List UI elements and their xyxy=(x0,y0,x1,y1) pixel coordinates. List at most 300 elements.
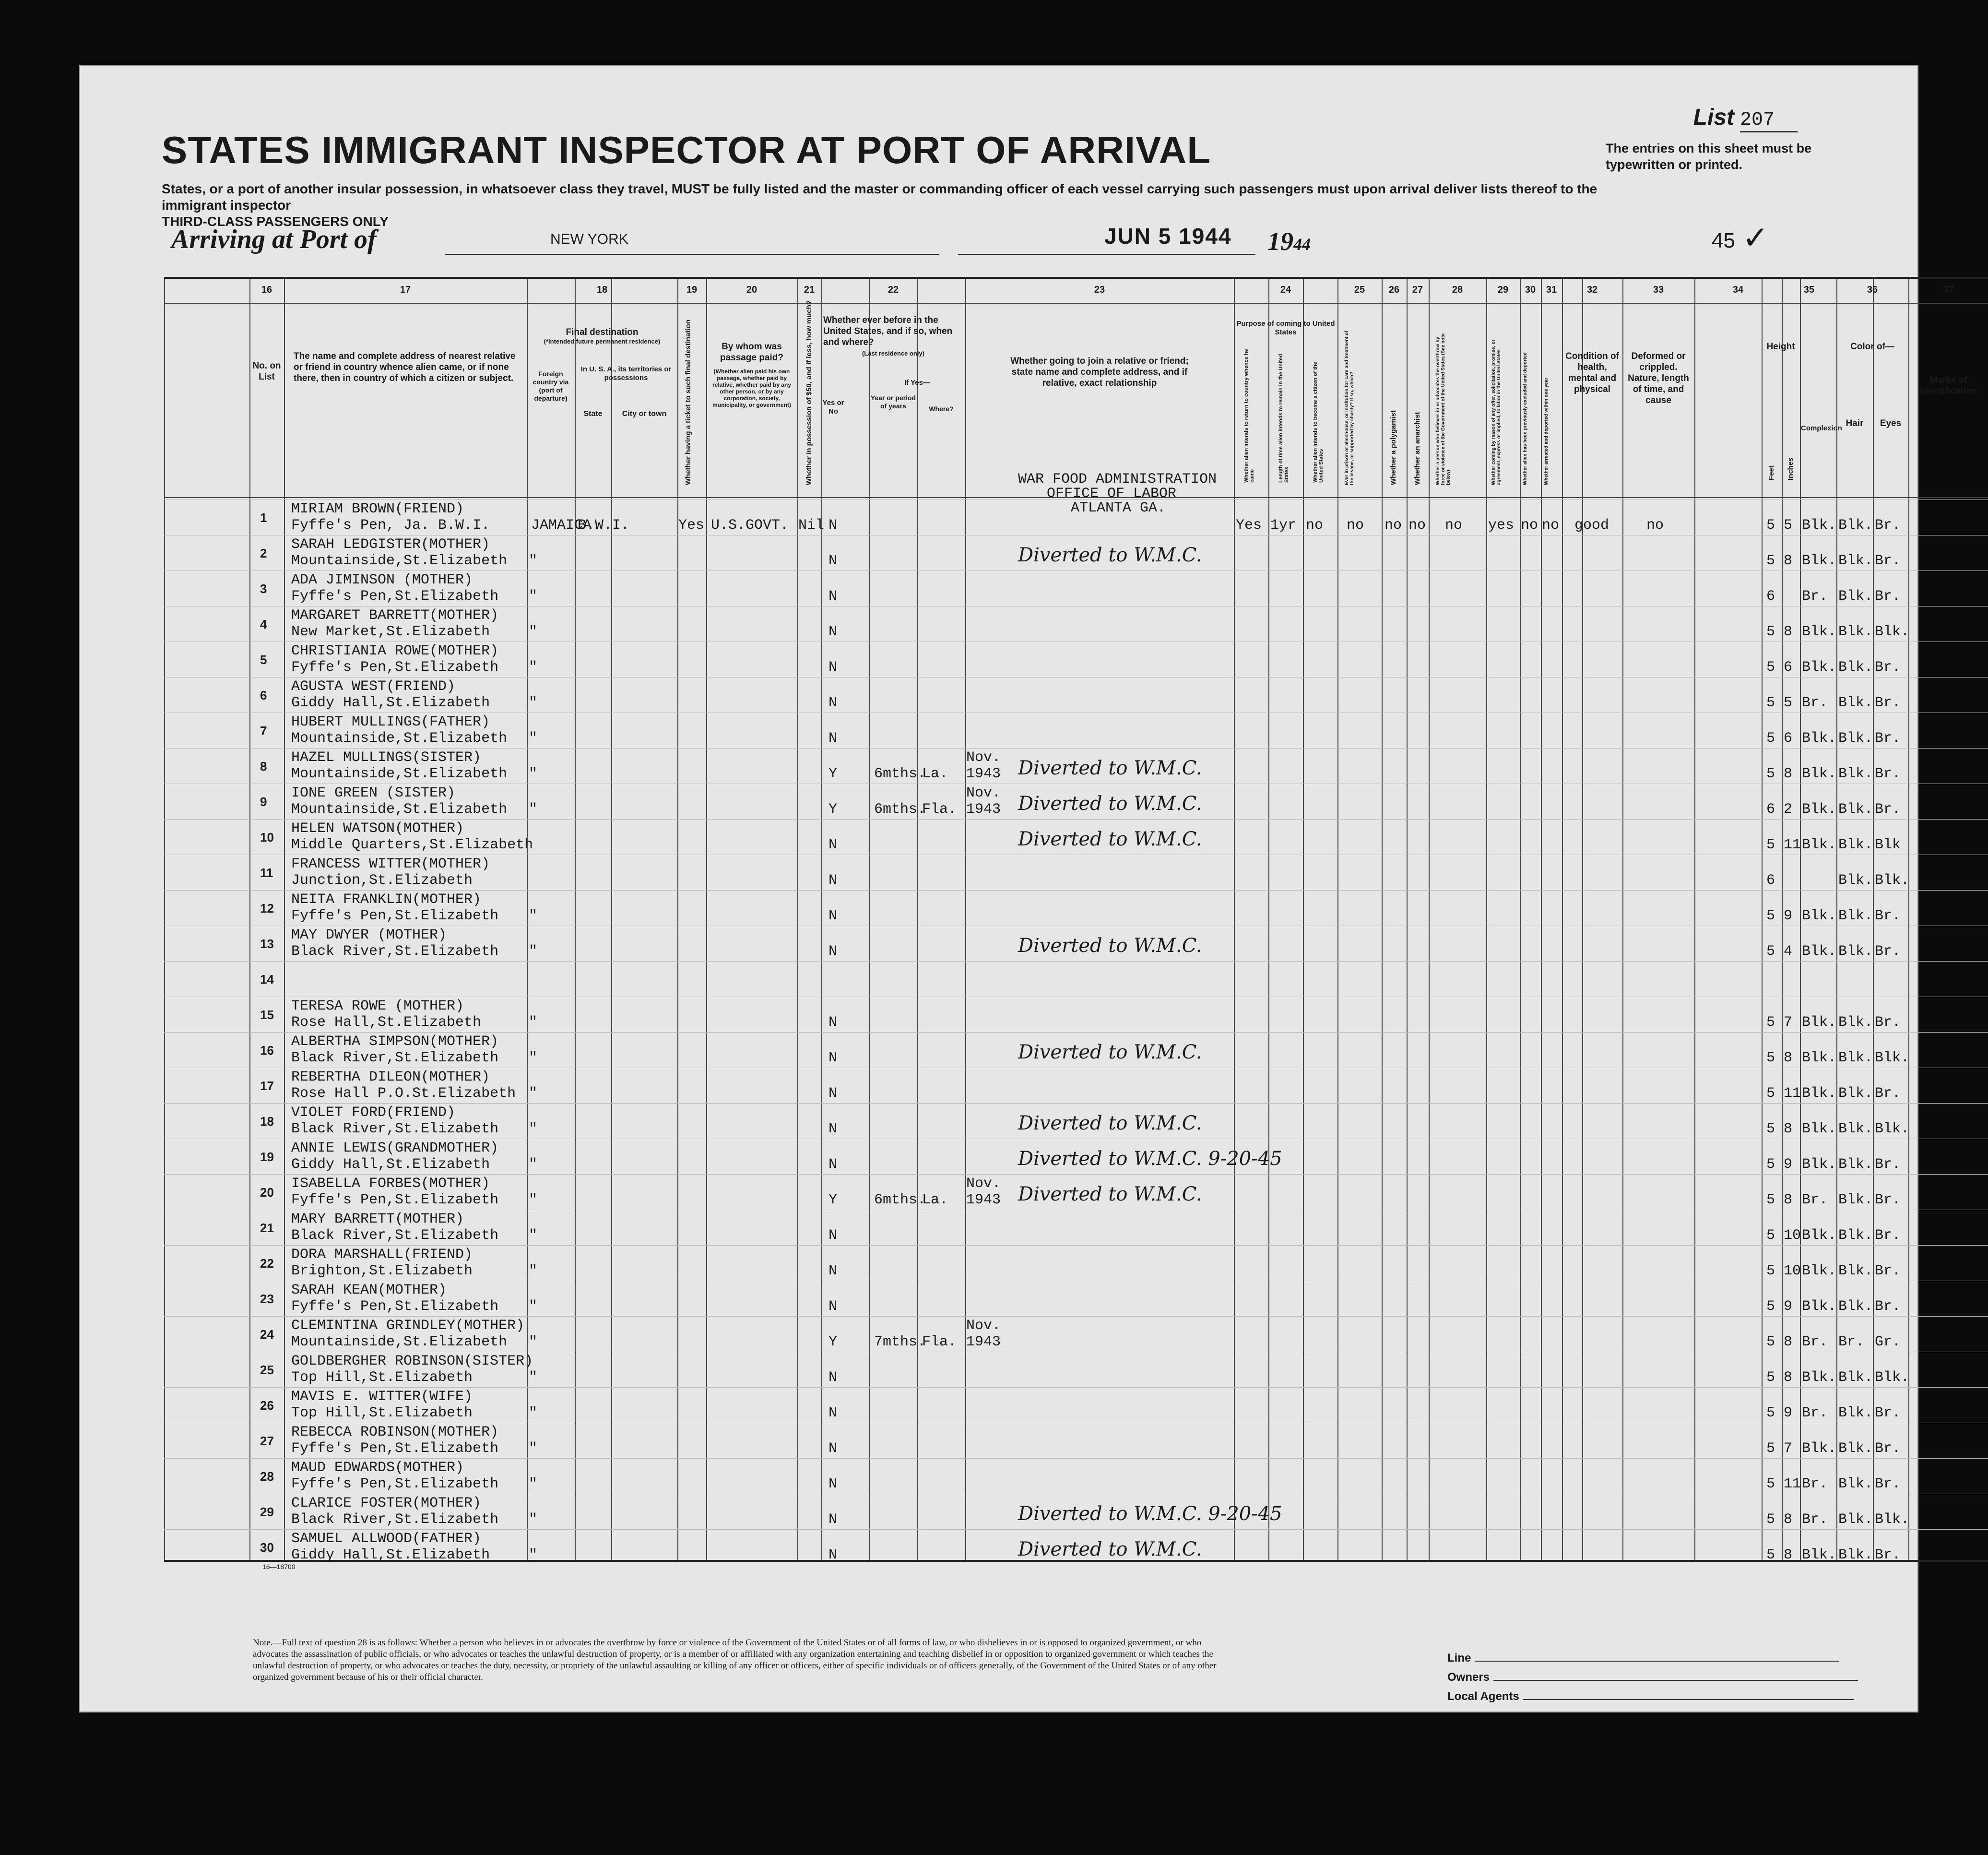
column-number: 37 xyxy=(1943,285,1954,295)
ditto-mark: " xyxy=(529,908,538,924)
relative-name: GOLDBERGHER ROBINSON(SISTER) xyxy=(291,1353,533,1369)
relative-address: Rose Hall P.O.St.Elizabeth xyxy=(291,1085,516,1102)
height-inches: 9 xyxy=(1784,1298,1793,1315)
hair: Blk. xyxy=(1838,908,1873,924)
foreign-country: JAMAICA xyxy=(531,517,592,534)
eyes: Blk. xyxy=(1875,1511,1910,1528)
height-feet: 5 xyxy=(1766,1369,1775,1386)
joining-handwritten: Diverted to W.M.C. xyxy=(1018,757,1202,779)
eyes: Gr. xyxy=(1875,1334,1901,1350)
table-row xyxy=(164,926,1988,961)
eyes: Br. xyxy=(1875,766,1901,782)
height-inches: 7 xyxy=(1784,1440,1793,1457)
list-number-cell: 20 xyxy=(260,1185,274,1200)
owners-blank xyxy=(1493,1680,1858,1681)
header-excluded: Whether alien has been previously excluded and deported xyxy=(1523,352,1528,485)
period: 6mths. xyxy=(874,801,926,818)
year-handwritten: 44 xyxy=(1293,235,1311,254)
complexion: Blk. xyxy=(1802,553,1837,569)
relative-address: Fyffe's Pen,St.Elizabeth xyxy=(291,1298,499,1315)
ever-before: N xyxy=(828,659,838,676)
relative-name: TERESA ROWE (MOTHER) xyxy=(291,998,464,1014)
joining-handwritten: Diverted to W.M.C. xyxy=(1018,828,1202,850)
header-if-yes: If Yes— xyxy=(904,379,930,387)
hair: Blk. xyxy=(1838,553,1873,569)
list-number-cell: 17 xyxy=(260,1079,274,1093)
hair: Blk. xyxy=(1838,1298,1873,1315)
relative-address: Mountainside,St.Elizabeth xyxy=(291,801,508,818)
list-number-cell: 4 xyxy=(260,617,267,631)
date-line xyxy=(958,254,1255,255)
list-number-cell: 28 xyxy=(260,1469,274,1484)
height-feet: 6 xyxy=(1766,872,1775,889)
height-feet: 5 xyxy=(1766,1192,1775,1208)
column-number: 36 xyxy=(1867,285,1878,295)
relative-name: MAUD EDWARDS(MOTHER) xyxy=(291,1460,464,1476)
relative-address: Black River,St.Elizabeth xyxy=(291,1121,499,1137)
joining-handwritten: Diverted to W.M.C. xyxy=(1018,1112,1202,1134)
height-feet: 5 xyxy=(1766,1050,1775,1066)
port-value: NEW YORK xyxy=(550,231,628,247)
header-arrested: Whether arrested and deported within one year xyxy=(1544,378,1549,485)
list-number-value: 207 xyxy=(1740,109,1798,132)
departure-month: Nov. xyxy=(966,1318,1001,1334)
local-agents-field xyxy=(1447,1690,1854,1703)
relative-name: MARY BARRETT(MOTHER) xyxy=(291,1211,464,1227)
period: 6mths. xyxy=(874,1192,926,1208)
ditto-mark: " xyxy=(529,624,538,640)
header-relative-address: The name and complete address of nearest relative or friend in country whence alien came, or if none there, then in country of which a citizen or subject. xyxy=(294,351,516,383)
ever-before: N xyxy=(828,1298,838,1315)
relative-address: Fyffe's Pen,St.Elizabeth xyxy=(291,1440,499,1457)
hair: Blk. xyxy=(1838,730,1873,747)
relative-address: Mountainside,St.Elizabeth xyxy=(291,1334,508,1350)
ever-before: N xyxy=(828,730,838,747)
height-inches: 8 xyxy=(1784,1121,1793,1137)
relative-name: MIRIAM BROWN(FRIEND) xyxy=(291,501,464,517)
complexion: Br. xyxy=(1802,1511,1828,1528)
height-feet: 5 xyxy=(1766,1014,1775,1031)
height-inches: 6 xyxy=(1784,659,1793,676)
relative-address: Junction,St.Elizabeth xyxy=(291,872,473,889)
ditto-mark: " xyxy=(529,695,538,711)
header-anarchist: Whether an anarchist xyxy=(1413,412,1421,485)
joining-handwritten: Diverted to W.M.C. xyxy=(1018,793,1202,815)
height-inches: 11 xyxy=(1784,837,1801,853)
complexion: Blk. xyxy=(1802,624,1837,640)
relative-name: SARAH KEAN(MOTHER) xyxy=(291,1282,447,1298)
height-inches: 11 xyxy=(1784,1085,1801,1102)
height-inches: 5 xyxy=(1784,695,1793,711)
header-ever-before-sub: (Last residence only) xyxy=(862,350,925,357)
height-feet: 5 xyxy=(1766,1156,1775,1173)
relative-name: REBERTHA DILEON(MOTHER) xyxy=(291,1069,490,1085)
owners-label: Owners xyxy=(1447,1671,1490,1684)
header-marks: Marks of identification xyxy=(1920,375,1977,396)
eyes: Br. xyxy=(1875,1014,1901,1031)
header-in-usa: In U. S. A., its territories or possessions xyxy=(580,365,672,382)
complexion: Br. xyxy=(1802,1476,1828,1492)
header-passage-paid xyxy=(708,341,795,408)
hair: Blk. xyxy=(1838,766,1873,782)
list-number-cell: 11 xyxy=(260,866,273,880)
height-inches: 2 xyxy=(1784,801,1793,818)
column-number: 22 xyxy=(888,285,899,295)
ever-before: N xyxy=(828,1440,838,1457)
header-color-of: Color of— xyxy=(1850,342,1894,352)
relative-address: Mountainside,St.Elizabeth xyxy=(291,766,508,782)
eyes: Br. xyxy=(1875,1192,1901,1208)
complexion: Blk. xyxy=(1802,1156,1837,1173)
eyes: Br. xyxy=(1875,1263,1901,1279)
height-feet: 5 xyxy=(1766,1511,1775,1528)
eyes: Br. xyxy=(1875,1440,1901,1457)
hair: Blk. xyxy=(1838,1014,1873,1031)
arriving-label: Arriving at Port of xyxy=(171,225,377,254)
height-inches: 8 xyxy=(1784,1511,1793,1528)
table-row xyxy=(164,606,1988,642)
ditto-mark: " xyxy=(529,766,538,782)
port-line xyxy=(445,254,939,255)
eyes: Blk. xyxy=(1875,624,1910,640)
complexion: Blk. xyxy=(1802,1263,1837,1279)
list-number-cell: 5 xyxy=(260,653,267,667)
hair: Blk. xyxy=(1838,1121,1873,1137)
relative-name: SAMUEL ALLWOOD(FATHER) xyxy=(291,1531,482,1547)
header-final-destination-sub: (*Intended future permanent residence) xyxy=(544,338,661,345)
complexion: Br. xyxy=(1802,695,1828,711)
subtitle-line-2: THIRD-CLASS PASSENGERS ONLY xyxy=(162,214,389,229)
header-no-on-list: No. on List xyxy=(252,361,281,382)
list-number-cell: 9 xyxy=(260,795,267,809)
table-row xyxy=(164,1174,1988,1210)
ditto-mark: " xyxy=(529,1298,538,1315)
list-number-cell: 1 xyxy=(260,511,267,525)
relative-address: Fyffe's Pen,St.Elizabeth xyxy=(291,1192,499,1208)
header-return: Whether alien intends to return to country whence he came xyxy=(1243,349,1255,483)
column-number: 26 xyxy=(1388,285,1400,295)
relative-name: FRANCESS WITTER(MOTHER) xyxy=(291,856,490,872)
eyes: Blk. xyxy=(1875,1369,1910,1386)
relative-address: Mountainside,St.Elizabeth xyxy=(291,730,508,747)
complexion: Blk. xyxy=(1802,1440,1837,1457)
complexion: Blk. xyxy=(1802,1298,1837,1315)
eyes: Blk. xyxy=(1875,872,1910,889)
height-feet: 5 xyxy=(1766,1298,1775,1315)
header-foreign-country: Foreign country via (port of departure) xyxy=(532,370,569,402)
relative-name: AGUSTA WEST(FRIEND) xyxy=(291,678,456,695)
hair: Blk. xyxy=(1838,1369,1873,1386)
height-feet: 5 xyxy=(1766,553,1775,569)
height-inches: 8 xyxy=(1784,1547,1793,1563)
height-feet: 5 xyxy=(1766,766,1775,782)
complexion: Br. xyxy=(1802,1405,1828,1421)
list-number-cell: 22 xyxy=(260,1256,274,1271)
departure-month: Nov. xyxy=(966,749,1001,766)
height-inches: 8 xyxy=(1784,553,1793,569)
relative-name: HELEN WATSON(MOTHER) xyxy=(291,820,464,837)
column-number: 21 xyxy=(804,285,815,295)
where: La. xyxy=(922,1192,948,1208)
passage-paid-by: U.S.GOVT. xyxy=(711,517,789,534)
ever-before: N xyxy=(828,1511,838,1528)
hair: Blk. xyxy=(1838,1085,1873,1102)
header-ever-before-title: Whether ever before in the United States, and if so, when and where? xyxy=(823,315,953,347)
height-feet: 5 xyxy=(1766,1227,1775,1244)
subtitle-line-1: States, or a port of another insular possession, in whatsoever class they travel, MUST be fully listed and the master or commanding officer of each vessel carrying such passengers must upon arrival deliver lists thereof to the immigrant inspector xyxy=(162,181,1598,213)
ditto-mark: " xyxy=(529,659,538,676)
joining-handwritten: Diverted to W.M.C. xyxy=(1018,1183,1202,1205)
departure-year: 1943 xyxy=(966,1334,1001,1350)
complexion: Blk. xyxy=(1802,1227,1837,1244)
table-row xyxy=(164,1103,1988,1139)
hair: Blk. xyxy=(1838,1511,1873,1528)
eyes: Blk. xyxy=(1875,1050,1910,1066)
header-joining: Whether going to join a relative or friend; state name and complete address, and if relative, exact relationship xyxy=(1010,356,1189,388)
eyes: Blk xyxy=(1875,837,1901,853)
hair: Blk. xyxy=(1838,517,1873,534)
table-row xyxy=(164,1423,1988,1458)
column-number: 16 xyxy=(261,285,272,295)
citizen-answer: no xyxy=(1306,517,1324,534)
ditto-mark: " xyxy=(529,553,538,569)
table-row xyxy=(164,855,1988,890)
complexion: Blk. xyxy=(1802,1369,1837,1386)
health: good xyxy=(1574,517,1609,534)
ever-before: N xyxy=(828,1014,838,1031)
relative-address: Black River,St.Elizabeth xyxy=(291,1511,499,1528)
list-number-cell: 23 xyxy=(260,1292,274,1306)
hair: Blk. xyxy=(1838,801,1873,818)
relative-name: MAY DWYER (MOTHER) xyxy=(291,927,447,943)
table-row xyxy=(164,1316,1988,1352)
joining-handwritten: Diverted to W.M.C. xyxy=(1018,935,1202,957)
ditto-mark: " xyxy=(529,730,538,747)
height-inches: 9 xyxy=(1784,908,1793,924)
departure-month: Nov. xyxy=(966,1176,1001,1192)
hair: Blk. xyxy=(1838,1156,1873,1173)
complexion: Blk. xyxy=(1802,517,1837,534)
relative-address: Fyffe's Pen,St.Elizabeth xyxy=(291,908,499,924)
eyes: Br. xyxy=(1875,553,1901,569)
relative-name: HUBERT MULLINGS(FATHER) xyxy=(291,714,490,730)
ditto-mark: " xyxy=(529,1440,538,1457)
typewritten-notice: The entries on this sheet must be typewritten or printed. xyxy=(1606,141,1812,172)
complexion: Blk. xyxy=(1802,659,1837,676)
relative-address: Middle Quarters,St.Elizabeth xyxy=(291,837,533,853)
height-inches: 4 xyxy=(1784,943,1793,960)
list-number-cell: 8 xyxy=(260,759,267,773)
date-stamp: JUN 5 1944 xyxy=(1104,224,1232,249)
year-field xyxy=(1267,226,1311,256)
sheet-number: 45 xyxy=(1712,229,1735,252)
hair: Blk. xyxy=(1838,659,1873,676)
ever-before: N xyxy=(828,1121,838,1137)
ditto-mark: " xyxy=(529,801,538,818)
height-inches: 10 xyxy=(1784,1227,1801,1244)
height-feet: 5 xyxy=(1766,1476,1775,1492)
header-ticket: Whether having a ticket to such final destination xyxy=(684,319,692,485)
relative-name: ISABELLA FORBES(MOTHER) xyxy=(291,1176,490,1192)
ditto-mark: " xyxy=(529,1014,538,1031)
eyes: Br. xyxy=(1875,943,1901,960)
length-answer: 1yr xyxy=(1270,517,1297,534)
header-period: Year or period of years xyxy=(870,394,916,410)
local-agents-label: Local Agents xyxy=(1447,1690,1519,1703)
period: 6mths. xyxy=(874,766,926,782)
height-inches: 8 xyxy=(1784,1192,1793,1208)
table-row xyxy=(164,1494,1988,1529)
ditto-mark: " xyxy=(529,588,538,605)
height-feet: 5 xyxy=(1766,1440,1775,1457)
column-number: 33 xyxy=(1653,285,1664,295)
relative-name: CHRISTIANIA ROWE(MOTHER) xyxy=(291,643,499,659)
hair: Blk. xyxy=(1838,1476,1873,1492)
table-row xyxy=(164,961,1988,997)
ever-before: N xyxy=(828,908,838,924)
ever-before: N xyxy=(828,837,838,853)
header-eyes: Eyes xyxy=(1880,418,1902,428)
header-complexion: Complexion xyxy=(1801,424,1842,432)
height-feet: 6 xyxy=(1766,801,1775,818)
hair: Blk. xyxy=(1838,1263,1873,1279)
complexion: Blk. xyxy=(1802,730,1837,747)
height-feet: 5 xyxy=(1766,1547,1775,1563)
list-label: List xyxy=(1693,105,1734,130)
list-number-cell: 26 xyxy=(260,1398,274,1413)
local-agents-blank xyxy=(1523,1699,1854,1700)
departure-year: 1943 xyxy=(966,766,1001,782)
ever-before: Y xyxy=(828,1334,838,1350)
relative-address: Black River,St.Elizabeth xyxy=(291,1050,499,1066)
hair: Br. xyxy=(1838,1334,1865,1350)
relative-name: VIOLET FORD(FRIEND) xyxy=(291,1105,456,1121)
complexion: Br. xyxy=(1802,588,1828,605)
list-number-cell: 16 xyxy=(260,1043,274,1058)
list-number-cell: 10 xyxy=(260,830,274,844)
hair: Blk. xyxy=(1838,1227,1873,1244)
relative-name: ALBERTHA SIMPSON(MOTHER) xyxy=(291,1034,499,1050)
eyes: Br. xyxy=(1875,1156,1901,1173)
height-inches: 8 xyxy=(1784,1369,1793,1386)
relative-name: MAVIS E. WITTER(WIFE) xyxy=(291,1389,473,1405)
complexion: Br. xyxy=(1802,1334,1828,1350)
ever-before: Y xyxy=(828,766,838,782)
column-number: 34 xyxy=(1732,285,1744,295)
table-row xyxy=(164,784,1988,819)
header-feet: Feet xyxy=(1767,465,1775,480)
relative-name: DORA MARSHALL(FRIEND) xyxy=(291,1247,473,1263)
height-feet: 5 xyxy=(1766,624,1775,640)
ditto-mark: " xyxy=(529,1547,538,1563)
column-number: 20 xyxy=(746,285,757,295)
column-number: 28 xyxy=(1452,285,1463,295)
ever-before: N xyxy=(828,553,838,569)
relative-address: Rose Hall,St.Elizabeth xyxy=(291,1014,482,1031)
return-answer: Yes xyxy=(1236,517,1262,534)
relative-address: Fyffe's Pen,St.Elizabeth xyxy=(291,659,499,676)
height-feet: 5 xyxy=(1766,1263,1775,1279)
joining-employer-line: OFFICE OF LABOR xyxy=(1047,486,1177,502)
arrested-answer: no xyxy=(1542,517,1560,534)
ever-before: N xyxy=(828,1405,838,1421)
form-subtitle xyxy=(162,181,1649,230)
labor-answer: yes xyxy=(1488,517,1515,534)
ditto-mark: " xyxy=(529,1121,538,1137)
list-number-cell: 15 xyxy=(260,1008,274,1022)
table-row xyxy=(164,1458,1988,1494)
table-row xyxy=(164,1210,1988,1245)
eyes: Br. xyxy=(1875,908,1901,924)
ever-before: Y xyxy=(828,1192,838,1208)
column-number: 23 xyxy=(1094,285,1105,295)
hair: Blk. xyxy=(1838,1547,1873,1563)
list-number-cell: 24 xyxy=(260,1327,274,1342)
eyes: Br. xyxy=(1875,1227,1901,1244)
height-inches: 6 xyxy=(1784,730,1793,747)
ditto-mark: " xyxy=(529,1476,538,1492)
complexion: Blk. xyxy=(1802,1050,1837,1066)
joining-handwritten: Diverted to W.M.C. xyxy=(1018,1538,1202,1560)
hair: Blk. xyxy=(1838,624,1873,640)
joining-handwritten: Diverted to W.M.C. xyxy=(1018,1041,1202,1063)
header-height: Height xyxy=(1766,342,1795,352)
table-row xyxy=(164,571,1988,606)
ever-before: Y xyxy=(828,801,838,818)
where: La. xyxy=(922,766,948,782)
complexion: Blk. xyxy=(1802,908,1837,924)
table-row xyxy=(164,1245,1988,1281)
header-passage-paid-sub: (Whether alien paid his own passage, whether paid by relative, whether paid by any other person, or by any corporation, society, municipality, or government) xyxy=(712,368,792,408)
height-feet: 5 xyxy=(1766,908,1775,924)
eyes: Blk. xyxy=(1875,1121,1910,1137)
height-feet: 5 xyxy=(1766,517,1775,534)
eyes: Br. xyxy=(1875,1298,1901,1315)
ditto-mark: " xyxy=(529,1156,538,1173)
relative-name: REBECCA ROBINSON(MOTHER) xyxy=(291,1424,499,1440)
ever-before: N xyxy=(828,695,838,711)
header-length: Length of time alien intends to remain in the United States xyxy=(1278,354,1290,483)
relative-address: Black River,St.Elizabeth xyxy=(291,1227,499,1244)
header-inches: Inches xyxy=(1787,457,1795,480)
money: Nil xyxy=(798,517,825,534)
column-number: 29 xyxy=(1497,285,1509,295)
ever-before: N xyxy=(828,943,838,960)
height-feet: 5 xyxy=(1766,659,1775,676)
table-row xyxy=(164,1032,1988,1068)
header-final-destination-title: Final destination xyxy=(566,327,639,337)
column-number: 24 xyxy=(1280,285,1291,295)
ever-before: N xyxy=(828,1369,838,1386)
table-row xyxy=(164,535,1988,571)
column-number: 27 xyxy=(1412,285,1423,295)
header-health: Condition of health, mental and physical xyxy=(1565,351,1619,394)
header-yes-no: Yes or No xyxy=(822,399,844,416)
relative-name: CLEMINTINA GRINDLEY(MOTHER) xyxy=(291,1318,525,1334)
relative-name: HAZEL MULLINGS(SISTER) xyxy=(291,749,482,766)
eyes: Br. xyxy=(1875,588,1901,605)
complexion: Blk. xyxy=(1802,766,1837,782)
relative-address: Top Hill,St.Elizabeth xyxy=(291,1369,473,1386)
list-number-cell: 14 xyxy=(260,972,274,987)
height-feet: 5 xyxy=(1766,1334,1775,1350)
list-number-cell: 7 xyxy=(260,724,267,738)
height-feet: 5 xyxy=(1766,695,1775,711)
ever-before: N xyxy=(828,1050,838,1066)
height-feet: 5 xyxy=(1766,943,1775,960)
header-prison: Ever in prison or almshouse, or institution for care and treatment of the insane, or supported by charity? If so, which? xyxy=(1344,331,1355,485)
eyes: Br. xyxy=(1875,517,1901,534)
